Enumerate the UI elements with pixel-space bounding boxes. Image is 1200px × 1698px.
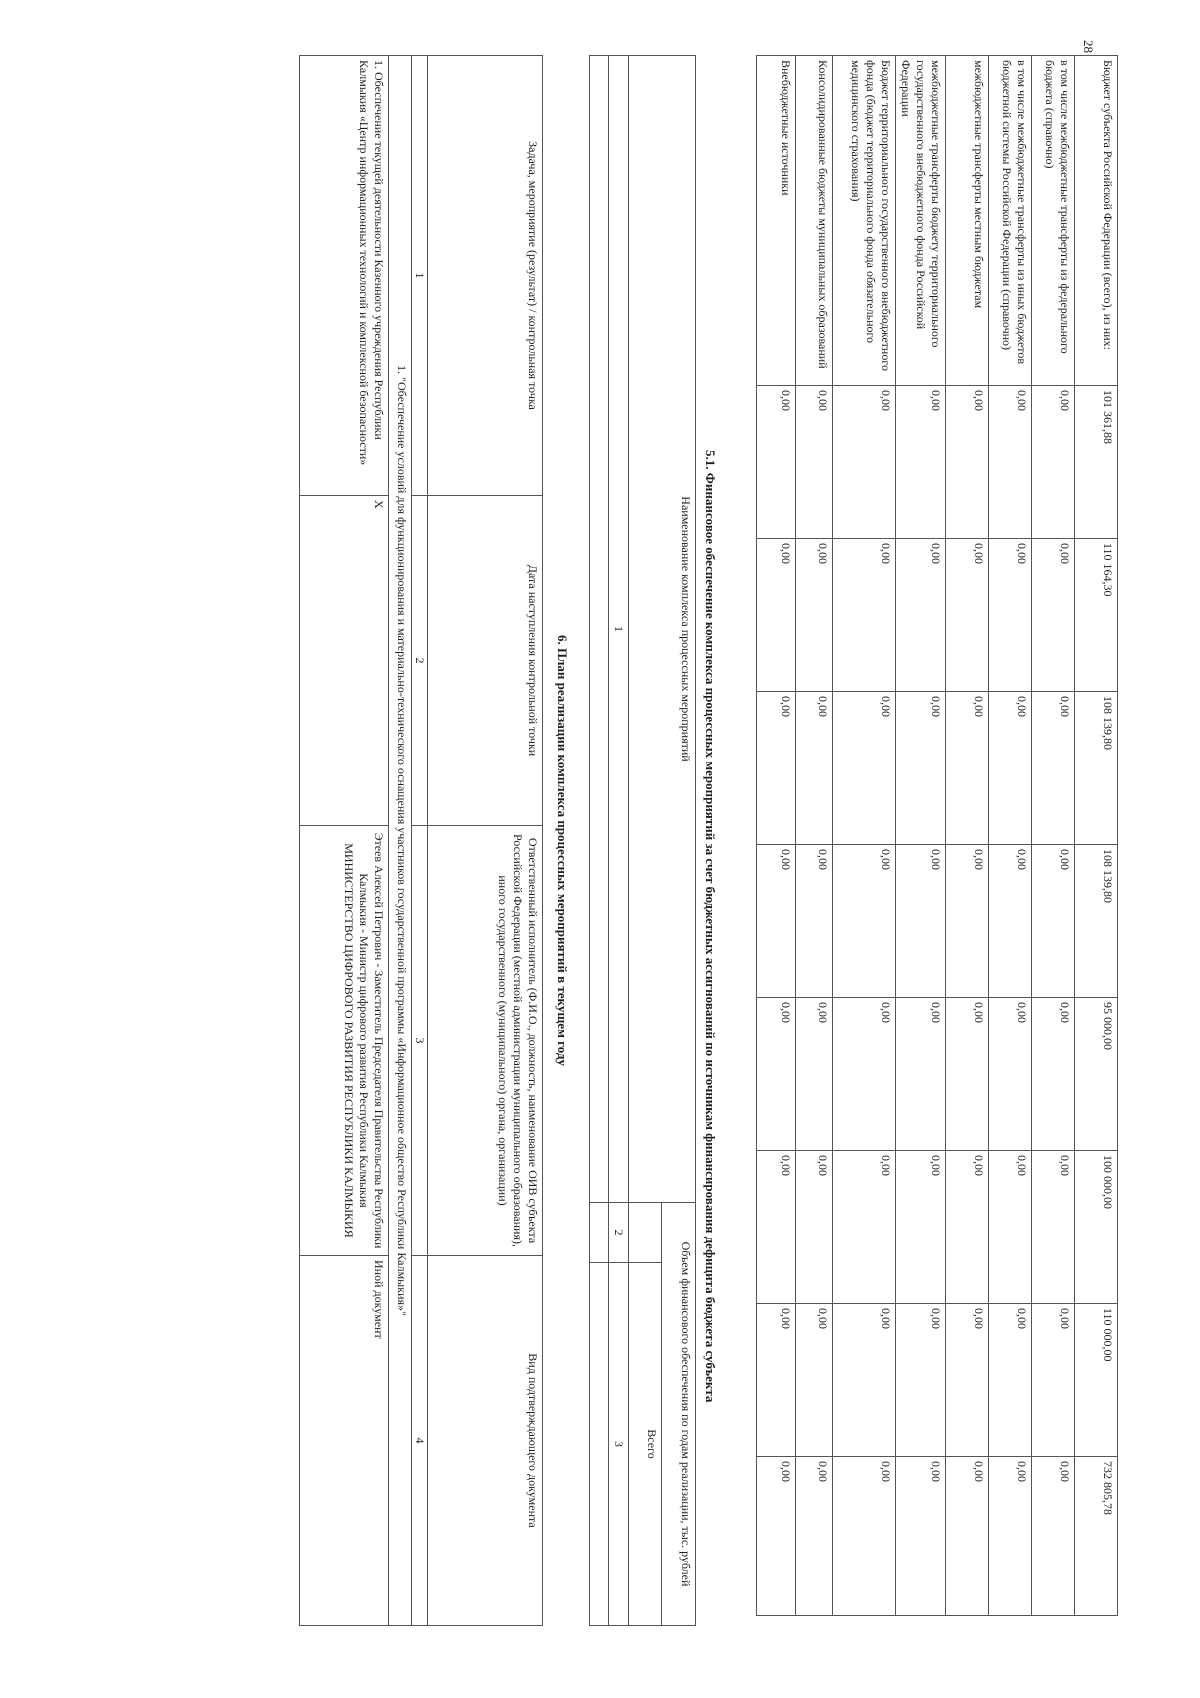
plan-item-responsible: Этеев Алексей Петрович - Заместитель Председателя Правительства Республики Калмыкия - Министр цифрового развития Республики Калмыкия МИНИСТЕРСТВО ЦИФРОВОГО РАЗВИТИЯ РЕСПУБЛИКИ КАЛМЫКИЯ [300,826,389,1256]
budget-value-cell: 732 805,78 [1075,1457,1118,1616]
budget-value-cell: 0,00 [757,1304,796,1457]
budget-value-cell: 100 000,00 [1075,1151,1118,1304]
plan-header-responsible: Ответственный исполнитель (Ф.И.О., должность, наименование ОИВ субъекта Российской Федерации (местной администрации муниципального образования), иного государственного (муниципального) органа, организации) [428,826,543,1256]
budget-value-cell: 0,00 [833,1457,896,1616]
budget-value-cell: 0,00 [796,1151,833,1304]
plan-idx-1: 1 [412,56,428,496]
finance-table [589,55,696,1626]
plan-task-row: 1. "Обеспечение условий для функционирования и материально-технического оснащения участников государственной программы «Информационное общество Республики Калмыкия»" [389,56,412,1626]
finance-col-name-header: Наименование комплекса процессных мероприятий [629,56,696,1203]
budget-row-label: Бюджет территориального государственного внебюджетного фонда (бюджет территориального фонда обязательного медицинского страхования) [833,56,896,386]
plan-idx-2: 2 [412,496,428,826]
budget-value-cell: 0,00 [989,539,1032,692]
budget-value-cell: 0,00 [796,539,833,692]
budget-row [1075,56,1118,1616]
plan-idx-4: 4 [412,1256,428,1626]
budget-row [757,56,796,1616]
plan-header-date: Дата наступления контрольной точки [428,496,543,826]
budget-table-body [757,56,1118,1616]
finance-data-cell [590,1263,609,1626]
budget-value-cell: 0,00 [896,1457,946,1616]
budget-value-cell: 108 139,80 [1075,692,1118,845]
budget-value-cell: 0,00 [946,692,989,845]
budget-value-cell: 0,00 [946,998,989,1151]
budget-value-cell: 0,00 [896,845,946,998]
budget-value-cell: 0,00 [989,1457,1032,1616]
budget-value-cell: 0,00 [796,845,833,998]
budget-value-cell: 0,00 [1032,845,1075,998]
finance-idx-1: 1 [609,56,629,1203]
finance-data-cell [590,56,609,1203]
budget-value-cell: 0,00 [896,692,946,845]
budget-value-cell: 101 361,88 [1075,386,1118,539]
plan-item-date: X [300,496,389,826]
budget-row-label: межбюджетные трансферты местным бюджетам [946,56,989,386]
budget-value-cell: 0,00 [1032,1304,1075,1457]
budget-value-cell: 0,00 [1032,1457,1075,1616]
finance-idx-3: 3 [609,1263,629,1626]
budget-value-cell: 0,00 [946,539,989,692]
budget-row-label: в том числе межбюджетные трансферты из иных бюджетов бюджетной системы Российской Федерации (справочно) [989,56,1032,386]
budget-value-cell: 0,00 [1032,539,1075,692]
finance-data-cell [590,1203,609,1263]
budget-value-cell: 0,00 [946,1304,989,1457]
rotated-page-content [118,55,1118,1655]
section-5-1-title: 5.1. Финансовое обеспечение комплекса процессных мероприятий за счет бюджетных ассигнований по источникам финансирования дефицита бюджета субъекта [703,450,718,1403]
budget-value-cell: 0,00 [1032,386,1075,539]
budget-sources-table [756,55,1118,1616]
budget-value-cell: 0,00 [1032,998,1075,1151]
budget-value-cell: 0,00 [989,386,1032,539]
section-6-title: 6. План реализации комплекса процессных мероприятий в текущем году [555,635,570,1066]
budget-value-cell: 0,00 [796,998,833,1151]
finance-col-volume-header: Объем финансового обеспечения по годам реализации, тыс. рублей [662,1203,696,1626]
budget-value-cell: 0,00 [757,1457,796,1616]
budget-value-cell: 0,00 [833,998,896,1151]
budget-value-cell: 0,00 [833,692,896,845]
budget-row-label: межбюджетные трансферты бюджету территориального государственного внебюджетного фонда Российской Федерации [896,56,946,386]
budget-value-cell: 110 164,30 [1075,539,1118,692]
budget-value-cell: 0,00 [989,998,1032,1151]
plan-header-task: Задача, мероприятие (результат) / контрольная точка [428,56,543,496]
budget-value-cell: 0,00 [757,1151,796,1304]
finance-empty-cell [629,1203,663,1263]
plan-header-document: Вид подтверждающего документа [428,1256,543,1626]
finance-total-header: Всего [629,1263,663,1626]
plan-idx-3: 3 [412,826,428,1256]
plan-item-name: 1. Обеспечение текущей деятельности Казенного учреждения Республики Калмыкия «Центр информационных технологий и комплексной безопасности» [300,56,389,496]
budget-value-cell: 0,00 [896,998,946,1151]
budget-row [1032,56,1075,1616]
budget-value-cell: 95 000,00 [1075,998,1118,1151]
budget-value-cell: 0,00 [989,1151,1032,1304]
budget-row [946,56,989,1616]
budget-value-cell: 0,00 [896,1304,946,1457]
budget-value-cell: 0,00 [989,845,1032,998]
budget-value-cell: 0,00 [896,386,946,539]
budget-row [796,56,833,1616]
budget-value-cell: 0,00 [757,539,796,692]
budget-row-label: Бюджет субъекта Российской Федерации (всего), из них: [1075,56,1118,386]
plan-item-document: Иной документ [300,1256,389,1626]
budget-value-cell: 0,00 [757,998,796,1151]
budget-value-cell: 0,00 [989,1304,1032,1457]
budget-value-cell: 0,00 [796,1304,833,1457]
budget-value-cell: 0,00 [757,845,796,998]
budget-value-cell: 0,00 [757,386,796,539]
budget-row-label: Консолидированные бюджеты муниципальных образований [796,56,833,386]
finance-idx-2: 2 [609,1203,629,1263]
budget-value-cell: 0,00 [946,1457,989,1616]
budget-row [896,56,946,1616]
budget-value-cell: 0,00 [946,845,989,998]
budget-value-cell: 0,00 [796,386,833,539]
budget-row-label: в том числе межбюджетные трансферты из федерального бюджета (справочно) [1032,56,1075,386]
budget-value-cell: 0,00 [896,539,946,692]
budget-value-cell: 110 000,00 [1075,1304,1118,1457]
budget-value-cell: 0,00 [833,1304,896,1457]
budget-value-cell: 0,00 [796,1457,833,1616]
budget-row [833,56,896,1616]
budget-value-cell: 0,00 [989,692,1032,845]
budget-value-cell: 0,00 [946,1151,989,1304]
budget-value-cell: 0,00 [757,692,796,845]
page-number: 28 [1081,40,1096,53]
plan-table [299,55,543,1626]
budget-value-cell: 0,00 [946,386,989,539]
budget-value-cell: 0,00 [833,845,896,998]
budget-row-label: Внебюджетные источники [757,56,796,386]
budget-value-cell: 0,00 [833,539,896,692]
budget-value-cell: 0,00 [833,1151,896,1304]
budget-value-cell: 0,00 [1032,1151,1075,1304]
budget-value-cell: 108 139,80 [1075,845,1118,998]
budget-row [989,56,1032,1616]
budget-value-cell: 0,00 [833,386,896,539]
budget-value-cell: 0,00 [1032,692,1075,845]
budget-value-cell: 0,00 [896,1151,946,1304]
budget-value-cell: 0,00 [796,692,833,845]
